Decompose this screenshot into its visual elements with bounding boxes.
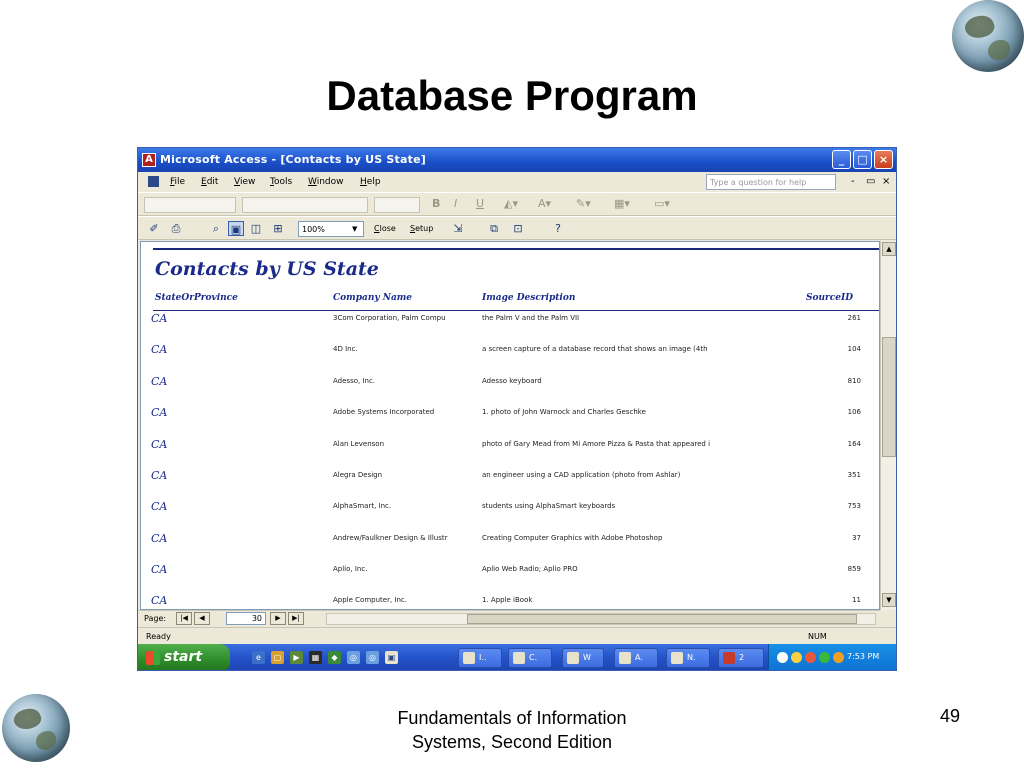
column-header-description: Image Description — [482, 293, 576, 303]
cell-sourceid: 104 — [847, 345, 861, 353]
report-doc-icon[interactable] — [148, 176, 159, 187]
cell-sourceid: 859 — [847, 565, 861, 573]
vertical-scroll-thumb[interactable] — [882, 337, 896, 457]
quicklaunch-media-icon[interactable]: ▶ — [290, 651, 303, 664]
tray-app-icon[interactable] — [805, 652, 816, 663]
zoom-combo[interactable]: 100% — [298, 221, 364, 237]
cell-sourceid: 261 — [847, 314, 861, 322]
italic-icon[interactable]: I — [454, 197, 458, 210]
footer-line-2: Systems, Second Edition — [411, 732, 613, 752]
globe-logo-icon — [952, 0, 1024, 72]
print-icon[interactable]: ⎙ — [171, 222, 181, 235]
report-row — [141, 469, 880, 489]
cell-state: CA — [151, 343, 168, 356]
cell-state: CA — [151, 500, 168, 513]
multiple-pages-icon[interactable]: ⊞ — [273, 222, 283, 235]
doc-close-button[interactable]: × — [882, 176, 891, 187]
cell-company: Alan Levenson — [333, 440, 385, 448]
menu-help[interactable]: Help — [360, 177, 381, 187]
report-row — [141, 375, 880, 395]
scroll-up-icon[interactable]: ▲ — [882, 242, 896, 256]
report-row — [141, 343, 880, 363]
column-header-state: StateOrProvince — [155, 293, 238, 303]
menu-bar — [138, 172, 896, 192]
cell-description: the Palm V and the Palm VII — [482, 314, 580, 322]
quicklaunch-app2-icon[interactable]: ◎ — [347, 651, 360, 664]
status-bar — [138, 627, 896, 644]
fill-color-icon[interactable]: ◭▾ — [504, 197, 518, 210]
cell-description: 1. photo of John Warnock and Charles Geschke — [482, 408, 646, 416]
page-label: Page: — [144, 614, 167, 623]
menu-edit[interactable]: Edit — [201, 177, 219, 187]
cell-state: CA — [151, 532, 168, 545]
cell-description: students using AlphaSmart keyboards — [482, 502, 616, 510]
font-combo[interactable] — [242, 197, 368, 213]
menu-tools[interactable]: Tools — [270, 177, 293, 187]
cell-description: photo of Gary Mead from Mi Amore Pizza & Pasta that appeared i — [482, 440, 711, 448]
cell-sourceid: 810 — [847, 377, 861, 385]
report-header-rule — [153, 310, 880, 311]
cell-sourceid: 164 — [847, 440, 861, 448]
tray-volume-icon[interactable] — [833, 652, 844, 663]
last-page-icon[interactable]: ▶| — [288, 612, 304, 625]
report-preview — [140, 241, 880, 610]
database-window-icon[interactable]: ⧉ — [490, 222, 498, 235]
ask-question-input[interactable]: Type a question for help — [706, 174, 836, 190]
next-page-icon[interactable]: ▶ — [270, 612, 286, 625]
zoom-magnifier-icon[interactable]: ⌕ — [212, 222, 220, 235]
slide-title: Database Program — [326, 72, 698, 119]
cell-description: a screen capture of a database record that shows an image (4th — [482, 345, 708, 353]
doc-restore-button[interactable]: ▭ — [866, 176, 876, 187]
taskbar-button-2[interactable] — [508, 648, 552, 668]
taskbar-button-4[interactable] — [614, 648, 658, 668]
vertical-scrollbar[interactable] — [880, 241, 896, 610]
report-top-rule — [153, 248, 880, 250]
underline-icon[interactable]: U — [476, 197, 485, 210]
close-button[interactable]: × — [874, 150, 893, 169]
first-page-icon[interactable]: |◀ — [176, 612, 192, 625]
font-color-icon[interactable]: A▾ — [538, 197, 552, 210]
task-notepad-icon — [671, 652, 683, 664]
report-row — [141, 438, 880, 458]
quicklaunch-ie-icon[interactable]: e — [252, 651, 265, 664]
cell-state: CA — [151, 594, 168, 607]
cell-company: 4D Inc. — [333, 345, 358, 353]
cell-company: Adobe Systems Incorporated — [333, 408, 435, 416]
special-effect-icon[interactable]: ▭▾ — [654, 197, 670, 210]
access-app-icon[interactable]: A — [142, 153, 156, 167]
cell-state: CA — [151, 438, 168, 451]
cell-sourceid: 106 — [847, 408, 861, 416]
cell-description: Adesso keyboard — [482, 377, 542, 385]
task-label: W — [583, 653, 591, 662]
cell-state: CA — [151, 375, 168, 388]
cell-company: Aplio, Inc. — [333, 565, 368, 573]
menu-window[interactable]: Window — [308, 177, 344, 187]
task-word-icon — [567, 652, 579, 664]
windows-flag-icon — [146, 651, 160, 665]
cell-state: CA — [151, 406, 168, 419]
quicklaunch-app3-icon[interactable]: ◎ — [366, 651, 379, 664]
setup-button[interactable]: Setup — [410, 224, 434, 233]
quicklaunch-desktop-icon[interactable]: ▦ — [309, 651, 322, 664]
cell-sourceid: 11 — [852, 596, 861, 604]
cell-description: Creating Computer Graphics with Adobe Photoshop — [482, 534, 663, 542]
cell-description: Aplio Web Radio; Aplio PRO — [482, 565, 578, 573]
report-title: Contacts by US State — [155, 258, 379, 280]
close-preview-button[interactable]: Close — [374, 224, 396, 233]
cell-description: an engineer using a CAD application (photo from Ashlar) — [482, 471, 681, 479]
maximize-button[interactable]: □ — [853, 150, 872, 169]
slide-page-number: 49 — [939, 706, 961, 726]
cell-description: 1. Apple iBook — [482, 596, 533, 604]
globe-logo-icon — [2, 694, 70, 762]
window-title: Microsoft Access - [Contacts by US State] — [160, 153, 426, 166]
page-navigation-bar — [138, 610, 880, 626]
task-label: N. — [687, 653, 696, 662]
taskbar-button-5[interactable] — [666, 648, 710, 668]
task-acrobat-icon — [723, 652, 735, 664]
cell-state: CA — [151, 469, 168, 482]
column-header-sourceid: SourceID — [806, 293, 854, 303]
cell-company: 3Com Corporation, Palm Compu — [333, 314, 446, 322]
task-window-icon — [463, 652, 475, 664]
task-folder-icon — [513, 652, 525, 664]
task-label: C. — [529, 653, 538, 662]
quicklaunch-app-icon[interactable]: ◆ — [328, 651, 341, 664]
menu-view[interactable]: View — [234, 177, 256, 187]
start-button[interactable] — [138, 644, 230, 671]
cell-company: Andrew/Faulkner Design & Illustr — [333, 534, 448, 542]
font-size-combo[interactable] — [374, 197, 420, 213]
tray-back-icon[interactable] — [777, 652, 788, 663]
two-pages-icon[interactable]: ◫ — [250, 222, 262, 235]
line-color-icon[interactable]: ✎▾ — [576, 197, 591, 210]
tray-network-icon[interactable] — [791, 652, 802, 663]
taskbar-button-6[interactable] — [718, 648, 764, 668]
help-icon[interactable]: ? — [555, 222, 561, 235]
task-label: I.. — [479, 653, 487, 662]
report-row — [141, 532, 880, 552]
quicklaunch-folder-icon[interactable]: ▢ — [271, 651, 284, 664]
column-header-company: Company Name — [333, 293, 413, 303]
previous-page-icon[interactable]: ◀ — [194, 612, 210, 625]
horizontal-scroll-thumb[interactable] — [467, 614, 857, 624]
report-row — [141, 594, 880, 610]
windows-taskbar — [138, 644, 896, 671]
print-preview-toolbar — [138, 216, 896, 240]
doc-minimize-button[interactable]: - — [851, 176, 855, 187]
cell-sourceid: 753 — [847, 502, 861, 510]
cell-sourceid: 351 — [847, 471, 861, 479]
cell-company: Apple Computer, Inc. — [333, 596, 407, 604]
cell-state: CA — [151, 563, 168, 576]
access-window — [137, 147, 897, 671]
zoom-dropdown-icon[interactable]: ▼ — [352, 225, 358, 233]
system-tray — [768, 644, 897, 671]
report-row — [141, 500, 880, 520]
start-label: start — [164, 649, 203, 665]
quicklaunch-app4-icon[interactable]: ▣ — [385, 651, 398, 664]
cell-sourceid: 37 — [852, 534, 861, 542]
office-links-icon[interactable]: ⇲ — [453, 222, 463, 235]
report-row — [141, 563, 880, 583]
cell-company: AlphaSmart, Inc. — [333, 502, 392, 510]
report-row — [141, 406, 880, 426]
status-text: Ready — [146, 632, 171, 641]
taskbar-clock: 7:53 PM — [847, 652, 880, 661]
border-icon[interactable]: ▦▾ — [614, 197, 630, 210]
horizontal-scrollbar[interactable] — [326, 613, 876, 625]
task-label: 2 — [739, 653, 745, 662]
cell-state: CA — [151, 312, 168, 325]
slide-footer — [340, 706, 684, 754]
task-label: A. — [635, 653, 643, 662]
minimize-button[interactable]: _ — [832, 150, 851, 169]
num-lock-indicator: NUM — [808, 632, 827, 641]
object-combo[interactable] — [144, 197, 236, 213]
formatting-toolbar — [138, 192, 896, 216]
footer-line-1: Fundamentals of Information — [397, 708, 627, 728]
taskbar-button-1[interactable] — [458, 648, 502, 668]
scroll-down-icon[interactable]: ▼ — [882, 593, 896, 607]
task-access-icon — [619, 652, 631, 664]
one-page-icon[interactable]: ▣ — [228, 221, 244, 236]
report-row — [141, 312, 880, 332]
menu-file[interactable]: File — [170, 177, 186, 187]
new-object-icon[interactable]: ⊡ — [513, 222, 523, 235]
page-number-input[interactable]: 30 — [226, 612, 266, 625]
cell-company: Alegra Design — [333, 471, 383, 479]
bold-icon[interactable]: B — [432, 197, 441, 210]
design-view-icon[interactable]: ✐ — [149, 222, 159, 235]
window-titlebar[interactable] — [138, 148, 896, 172]
cell-company: Adesso, Inc. — [333, 377, 376, 385]
taskbar-button-3[interactable] — [562, 648, 604, 668]
tray-app2-icon[interactable] — [819, 652, 830, 663]
